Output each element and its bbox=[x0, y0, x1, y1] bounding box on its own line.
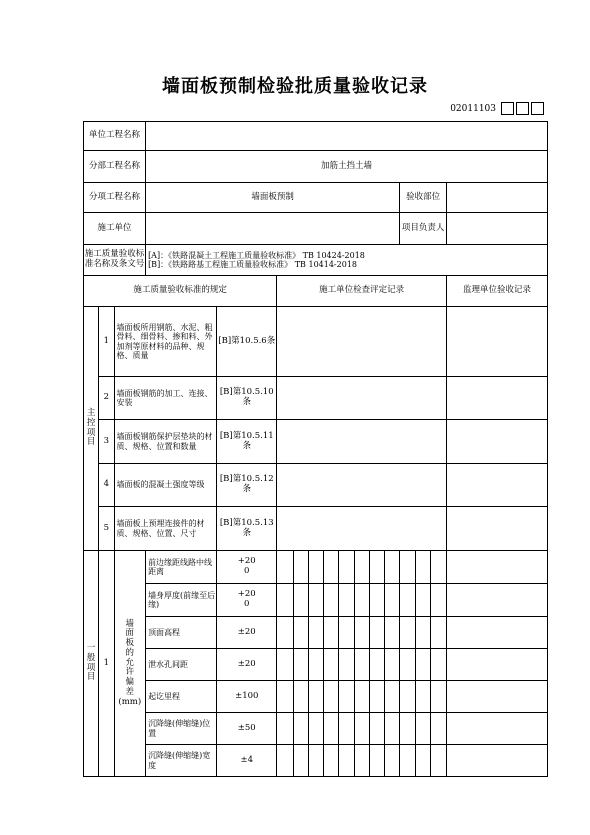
measure-cell[interactable] bbox=[308, 584, 323, 617]
measure-cell[interactable] bbox=[324, 713, 339, 745]
measure-cell[interactable] bbox=[308, 551, 323, 584]
measure-cell[interactable] bbox=[369, 681, 384, 713]
form-code bbox=[450, 102, 544, 115]
project-manager-value[interactable] bbox=[447, 213, 548, 245]
measure-cell[interactable] bbox=[415, 551, 430, 584]
main-item-contractor-record[interactable] bbox=[277, 420, 447, 464]
main-item-supervisor-record[interactable] bbox=[447, 420, 548, 464]
main-item-text: 墙面板上预埋连接件的材质、规格、位置、尺寸 bbox=[114, 507, 217, 551]
measure-cell[interactable] bbox=[400, 713, 415, 745]
code-box-1[interactable] bbox=[501, 102, 514, 115]
measure-cell[interactable] bbox=[430, 551, 446, 584]
measure-cell[interactable] bbox=[308, 745, 323, 777]
measure-cell[interactable] bbox=[277, 649, 293, 681]
measure-cell[interactable] bbox=[369, 584, 384, 617]
measure-cell[interactable] bbox=[415, 681, 430, 713]
measure-cell[interactable] bbox=[400, 681, 415, 713]
main-item-no: 4 bbox=[99, 464, 114, 507]
measure-cell[interactable] bbox=[415, 584, 430, 617]
measure-cell[interactable] bbox=[354, 745, 369, 777]
measure-cell[interactable] bbox=[369, 649, 384, 681]
measure-cell[interactable] bbox=[385, 649, 400, 681]
measure-cell[interactable] bbox=[277, 681, 293, 713]
measure-cell[interactable] bbox=[293, 584, 308, 617]
main-item-contractor-record[interactable] bbox=[277, 507, 447, 551]
deviation-supervisor-record[interactable] bbox=[447, 617, 548, 649]
subitem-label: 分项工程名称 bbox=[84, 183, 146, 213]
measure-cell[interactable] bbox=[400, 584, 415, 617]
measure-cell[interactable] bbox=[308, 649, 323, 681]
measure-cell[interactable] bbox=[277, 713, 293, 745]
code-box-2[interactable] bbox=[516, 102, 529, 115]
deviation-item-name: 墙身厚度(前缘至后缘) bbox=[146, 584, 217, 617]
measure-cell[interactable] bbox=[308, 713, 323, 745]
measure-cell[interactable] bbox=[277, 551, 293, 584]
measure-cell[interactable] bbox=[277, 584, 293, 617]
deviation-tolerance: +20 0 bbox=[217, 551, 277, 584]
deviation-item-name: 起讫里程 bbox=[146, 681, 217, 713]
main-item-text: 墙面板所用钢筋、水泥、粗骨料、细骨料、掺和料、外加剂等原材料的品种、规格、质量 bbox=[114, 307, 217, 377]
measure-cell[interactable] bbox=[385, 551, 400, 584]
measure-cell[interactable] bbox=[324, 745, 339, 777]
measure-cell[interactable] bbox=[415, 745, 430, 777]
measure-cell[interactable] bbox=[354, 584, 369, 617]
deviation-tolerance: ±20 bbox=[217, 649, 277, 681]
main-item-supervisor-record[interactable] bbox=[447, 464, 548, 507]
main-item-ref: [B]第10.5.10条 bbox=[217, 377, 277, 420]
measure-cell[interactable] bbox=[369, 713, 384, 745]
main-item-supervisor-record[interactable] bbox=[447, 377, 548, 420]
acceptance-part-label: 验收部位 bbox=[400, 183, 447, 213]
measure-cell[interactable] bbox=[339, 551, 354, 584]
main-control-label: 主 控 项 目 bbox=[84, 307, 99, 551]
measure-cell[interactable] bbox=[430, 713, 446, 745]
measure-cell[interactable] bbox=[400, 551, 415, 584]
main-item-supervisor-record[interactable] bbox=[447, 307, 548, 377]
measure-cell[interactable] bbox=[293, 649, 308, 681]
general-item-no: 1 bbox=[99, 551, 114, 777]
measure-cell[interactable] bbox=[430, 745, 446, 777]
deviation-item-name: 泄水孔间距 bbox=[146, 649, 217, 681]
deviation-tolerance: ±50 bbox=[217, 713, 277, 745]
measure-cell[interactable] bbox=[430, 617, 446, 649]
measure-cell[interactable] bbox=[339, 713, 354, 745]
measure-cell[interactable] bbox=[354, 649, 369, 681]
measure-cell[interactable] bbox=[293, 551, 308, 584]
division-value[interactable]: 加筋土挡土墙 bbox=[146, 151, 548, 183]
main-item-no: 2 bbox=[99, 377, 114, 420]
deviation-tolerance: +20 0 bbox=[217, 584, 277, 617]
measure-cell[interactable] bbox=[369, 551, 384, 584]
deviation-supervisor-record[interactable] bbox=[447, 681, 548, 713]
measure-cell[interactable] bbox=[324, 649, 339, 681]
acceptance-part-value[interactable] bbox=[447, 183, 548, 213]
measure-cell[interactable] bbox=[385, 681, 400, 713]
measure-cell[interactable] bbox=[385, 617, 400, 649]
measure-cell[interactable] bbox=[369, 617, 384, 649]
deviation-item-name: 前边缘距线路中线距离 bbox=[146, 551, 217, 584]
measure-cell[interactable] bbox=[354, 617, 369, 649]
measure-cell[interactable] bbox=[415, 649, 430, 681]
deviation-supervisor-record[interactable] bbox=[447, 745, 548, 777]
unit-project-value[interactable] bbox=[146, 122, 548, 151]
deviation-item-name: 沉降缝(伸缩缝)位置 bbox=[146, 713, 217, 745]
unit-project-label: 单位工程名称 bbox=[84, 122, 146, 151]
main-item-no: 1 bbox=[99, 307, 114, 377]
measure-cell[interactable] bbox=[430, 681, 446, 713]
measure-cell[interactable] bbox=[400, 649, 415, 681]
deviation-supervisor-record[interactable] bbox=[447, 551, 548, 584]
measure-cell[interactable] bbox=[277, 745, 293, 777]
measure-cell[interactable] bbox=[293, 617, 308, 649]
measure-cell[interactable] bbox=[430, 584, 446, 617]
measure-cell[interactable] bbox=[400, 617, 415, 649]
measure-cell[interactable] bbox=[415, 713, 430, 745]
measure-cell[interactable] bbox=[339, 745, 354, 777]
measure-cell[interactable] bbox=[415, 617, 430, 649]
measure-cell[interactable] bbox=[308, 617, 323, 649]
main-item-contractor-record[interactable] bbox=[277, 464, 447, 507]
measure-cell[interactable] bbox=[293, 681, 308, 713]
subitem-value[interactable]: 墙面板预制 bbox=[146, 183, 400, 213]
deviation-tolerance: ±4 bbox=[217, 745, 277, 777]
acceptance-form bbox=[83, 121, 548, 777]
project-manager-label: 项目负责人 bbox=[400, 213, 447, 245]
main-item-ref: [B]第10.5.6条 bbox=[217, 307, 277, 377]
deviation-item-name: 顶面高程 bbox=[146, 617, 217, 649]
deviation-tolerance: ±20 bbox=[217, 617, 277, 649]
measure-cell[interactable] bbox=[324, 584, 339, 617]
deviation-tolerance: ±100 bbox=[217, 681, 277, 713]
measure-cell[interactable] bbox=[385, 745, 400, 777]
measure-cell[interactable] bbox=[308, 681, 323, 713]
measure-cell[interactable] bbox=[400, 745, 415, 777]
col-spec-header: 施工质量验收标准的规定 bbox=[84, 276, 277, 307]
main-item-ref: [B]第10.5.13条 bbox=[217, 507, 277, 551]
measure-cell[interactable] bbox=[339, 617, 354, 649]
main-item-text: 墙面板钢筋保护层垫块的材质、规格、位置和数量 bbox=[114, 420, 217, 464]
code-box-3[interactable] bbox=[531, 102, 544, 115]
main-item-text: 墙面板的混凝土强度等级 bbox=[114, 464, 217, 507]
form-code-text: 02011103 bbox=[450, 103, 496, 114]
main-item-ref: [B]第10.5.11条 bbox=[217, 420, 277, 464]
construction-unit-label: 施工单位 bbox=[84, 213, 146, 245]
measure-cell[interactable] bbox=[293, 713, 308, 745]
main-item-no: 5 bbox=[99, 507, 114, 551]
main-item-ref: [B]第10.5.12条 bbox=[217, 464, 277, 507]
measure-cell[interactable] bbox=[339, 584, 354, 617]
main-item-no: 3 bbox=[99, 420, 114, 464]
measure-cell[interactable] bbox=[293, 745, 308, 777]
main-item-supervisor-record[interactable] bbox=[447, 507, 548, 551]
measure-cell[interactable] bbox=[385, 713, 400, 745]
measure-cell[interactable] bbox=[324, 551, 339, 584]
division-label: 分部工程名称 bbox=[84, 151, 146, 183]
measure-cell[interactable] bbox=[339, 649, 354, 681]
measure-cell[interactable] bbox=[430, 649, 446, 681]
deviation-supervisor-record[interactable] bbox=[447, 649, 548, 681]
main-item-contractor-record[interactable] bbox=[277, 307, 447, 377]
measure-cell[interactable] bbox=[385, 584, 400, 617]
page-title: 墙面板预制检验批质量验收记录 bbox=[162, 76, 428, 97]
measure-cell[interactable] bbox=[339, 681, 354, 713]
col-supervisor-header: 监理单位验收记录 bbox=[447, 276, 548, 307]
standard-a: [A]：《铁路混凝土工程施工质量验收标准》 TB 10424-2018 bbox=[148, 250, 365, 260]
measure-cell[interactable] bbox=[354, 551, 369, 584]
standard-b: [B]：《铁路路基工程施工质量验收标准》 TB 10414-2018 bbox=[148, 260, 357, 269]
standard-label: 施工质量验收标准名称及条文号 bbox=[84, 245, 146, 276]
deviation-group-label: 墙 面 板 的 允 许 偏 差 (mm) bbox=[114, 551, 146, 777]
deviation-supervisor-record[interactable] bbox=[447, 584, 548, 617]
measure-cell[interactable] bbox=[324, 681, 339, 713]
col-contractor-header: 施工单位检查评定记录 bbox=[277, 276, 447, 307]
measure-cell[interactable] bbox=[277, 617, 293, 649]
deviation-supervisor-record[interactable] bbox=[447, 713, 548, 745]
main-item-text: 墙面板钢筋的加工、连接、安装 bbox=[114, 377, 217, 420]
measure-cell[interactable] bbox=[354, 713, 369, 745]
general-items-label: 一 般 项 目 bbox=[84, 551, 99, 777]
measure-cell[interactable] bbox=[369, 745, 384, 777]
construction-unit-value[interactable] bbox=[146, 213, 400, 245]
measure-cell[interactable] bbox=[324, 617, 339, 649]
main-item-contractor-record[interactable] bbox=[277, 377, 447, 420]
deviation-item-name: 沉降缝(伸缩缝)宽度 bbox=[146, 745, 217, 777]
measure-cell[interactable] bbox=[354, 681, 369, 713]
standard-names bbox=[146, 245, 548, 276]
